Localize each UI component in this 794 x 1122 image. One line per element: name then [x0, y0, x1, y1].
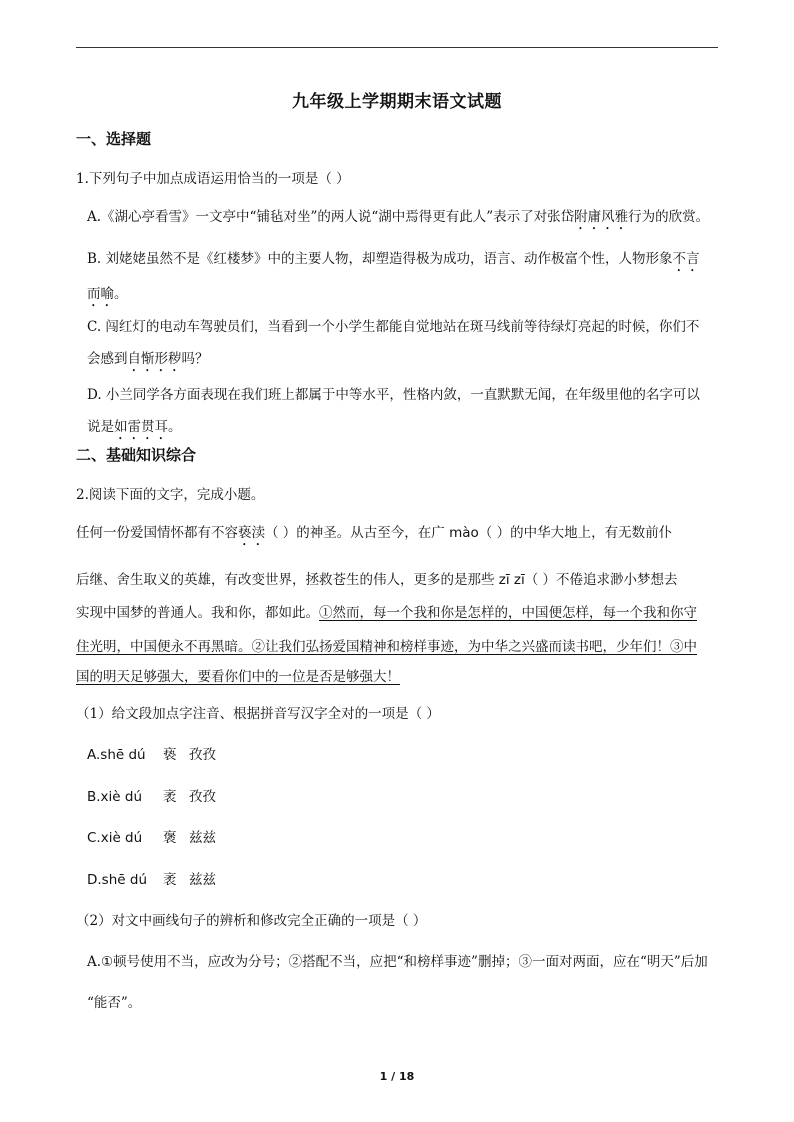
passage-text: （ ）不倦追求渺小梦想去 — [524, 572, 678, 588]
question-2-stem: 2.阅读下面的文字，完成小题。 — [76, 487, 265, 503]
option-word: 兹兹 — [189, 830, 216, 846]
passage-text: （ ）的中华大地上，有无数前仆 — [478, 525, 673, 541]
subquestion-1-stem: （1）给文段加点字注音、根据拼音写汉字全对的一项是（ ） — [76, 706, 440, 722]
question-1-option-d-line1: D. 小兰同学各方面表现在我们班上都属于中等水平，性格内敛，一直默默无闻，在年级里他的名字可以 — [87, 387, 700, 403]
question-1-option-d-line2 — [87, 418, 182, 443]
question-1-option-c-line2 — [87, 350, 209, 375]
passage-line-3 — [76, 604, 697, 622]
option-b-dotted-idiom-part1: 不言 — [672, 251, 700, 267]
passage-text: 任何一份爱国情怀都有不容 — [76, 525, 238, 541]
section-heading-basics: 二、基础知识综合 — [76, 446, 197, 464]
page-number: 1 / 18 — [379, 1070, 415, 1083]
option-b-text-end: 。 — [114, 286, 128, 302]
passage-text: 后继、舍生取义的英雄，有改变世界，拯救苍生的伟人，更多的是那些 — [76, 572, 499, 588]
option-word: 孜孜 — [189, 747, 216, 763]
option-a-dotted-idiom: 附庸风雅 — [574, 209, 629, 225]
option-char: 袤 — [163, 872, 177, 888]
document-title: 九年级上学期期末语文试题 — [292, 92, 502, 112]
question-1-option-b-line2 — [87, 285, 128, 310]
option-pinyin: C.xiè dú — [87, 830, 143, 846]
subquestion-1-option-d — [87, 871, 216, 889]
subquestion-2-option-a-line1: A.①顿号使用不当，应改为分号；②搭配不当，应把“和榜样事迹”删掉；③一面对两面，应在“明天”后加 — [87, 954, 708, 970]
header-rule — [76, 47, 718, 48]
option-c-dotted-idiom: 自惭形秽 — [127, 351, 182, 367]
question-1-option-c-line1: C. 闯红灯的电动车驾驶员们，当看到一个小学生都能自觉地站在斑马线前等待绿灯亮起的时候，你们不 — [87, 319, 700, 335]
option-char: 亵 — [163, 747, 177, 763]
option-char: 袤 — [163, 789, 177, 805]
passage-text: （ ）的神圣。从古至今，在广 — [265, 525, 450, 541]
section-heading-choice: 一、选择题 — [76, 130, 152, 148]
option-c-text-end: 吗？ — [181, 351, 209, 367]
passage-underlined-sentence: ①然而，每一个我和你是怎样的，中国便怎样，每一个我和你守 — [319, 605, 697, 621]
subquestion-1-option-c — [87, 829, 216, 847]
option-d-dotted-idiom: 如雷贯耳 — [114, 419, 168, 435]
passage-line-4-underlined: 住光明，中国便永不再黑暗。②让我们弘扬爱国精神和榜样事迹，为中华之兴盛而读书吧，少年们！③中 — [76, 639, 697, 655]
question-1-option-a — [87, 208, 709, 233]
option-pinyin: A.shē dú — [87, 747, 146, 763]
passage-line-2 — [76, 571, 678, 589]
question-1-option-b-line1 — [87, 250, 700, 275]
passage-dotted-word: 亵渎 — [238, 525, 265, 541]
subquestion-2-option-a-line2: “能否”。 — [87, 995, 142, 1011]
subquestion-1-option-a — [87, 746, 216, 764]
option-word: 孜孜 — [189, 789, 216, 805]
option-d-text-end: 。 — [168, 419, 182, 435]
subquestion-2-stem: （2）对文中画线句子的辨析和修改完全正确的一项是（ ） — [76, 913, 427, 929]
option-b-text: B. 刘姥姥虽然不是《红楼梦》中的主要人物，却塑造得极为成功，语言、动作极富个性，人物形象 — [87, 251, 673, 267]
passage-text: 实现中国梦的普通人。我和你，都如此。 — [76, 605, 319, 621]
option-char: 褒 — [163, 830, 177, 846]
passage-line-1 — [76, 524, 672, 549]
option-c-text: 会感到 — [87, 351, 128, 367]
option-word: 兹兹 — [189, 872, 216, 888]
passage-line-5-underlined: 国的明天足够强大，要看你们中的一位是否是够强大！ — [76, 669, 400, 685]
option-d-text: 说是 — [87, 419, 114, 435]
question-1-stem: 1.下列句子中加点成语运用恰当的一项是（ ） — [76, 171, 350, 187]
option-pinyin: B.xiè dú — [87, 789, 143, 805]
option-b-dotted-idiom-part2: 而喻 — [87, 286, 114, 302]
passage-pinyin-mao: mào — [449, 525, 479, 541]
passage-pinyin-zizi: zī zī — [498, 572, 525, 588]
option-pinyin: D.shē dú — [87, 872, 147, 888]
option-a-text: A.《湖心亭看雪》一文亭中“铺毡对坐”的两人说“湖中焉得更有此人”表示了对张岱 — [87, 209, 575, 225]
subquestion-1-option-b — [87, 788, 216, 806]
option-a-text-end: 行为的欣赏。 — [628, 209, 710, 225]
